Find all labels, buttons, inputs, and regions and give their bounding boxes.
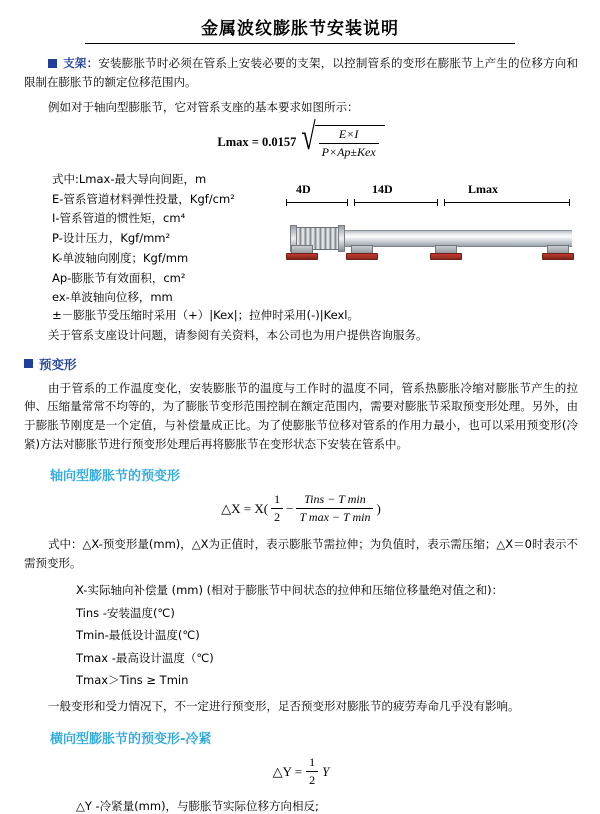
dimension-line-14d (354, 202, 438, 203)
axial-formula-lhs: △X = X( (221, 500, 269, 516)
guide-support-1 (346, 245, 376, 259)
dimension-line-lmax (444, 202, 570, 203)
lmax-denominator: P×Ap±Kex (321, 144, 376, 159)
square-bullet-icon (48, 59, 57, 68)
half-denominator: 2 (274, 510, 281, 525)
subsection-axial-heading: 轴向型膨胀节的预变形 (50, 469, 181, 485)
page-title: 金属波纹膨胀节安装说明 (201, 19, 399, 39)
axial-formula-minus: − (286, 500, 294, 516)
section-bracket-paragraph (24, 54, 578, 91)
definition-item-last-wrap (24, 306, 578, 326)
figure-dimension-rules (280, 198, 580, 208)
list-item: Tmin-最低设计温度(℃) (76, 628, 200, 643)
anchor-support-1 (286, 245, 316, 259)
lateral-formula-rhs: Y (322, 763, 330, 779)
section-bracket-text: 安装膨胀节时必须在管系上安装必要的支架，以控制管系的变形在膨胀节上产生的位移方向和限制在膨胀节的额定位移范围内。 (24, 56, 579, 89)
definition-item: Ap-膨胀节有效面积，cm² (52, 270, 186, 285)
definition-item: E-管系管道材料弹性投量，Kgf/cm² (52, 191, 235, 206)
pipe-figure (280, 170, 580, 274)
axial-variable-list (24, 579, 578, 691)
sqrt-group (301, 115, 384, 160)
support-base (286, 253, 318, 260)
dimension-line-4d (286, 202, 348, 203)
axial-predeform-formula (24, 492, 578, 525)
figure-label-14d: 14D (372, 181, 393, 196)
half-numerator: 1 (306, 755, 318, 772)
definition-item: K-单波轴向刚度；Kgf/mm (52, 250, 189, 265)
guide-support-2 (430, 245, 460, 259)
lateral-predeform-formula (24, 755, 578, 788)
title-divider (85, 43, 515, 44)
axial-formula-temp-fraction (296, 492, 373, 525)
section-predeform-heading-row (24, 355, 578, 373)
flange-right (338, 225, 345, 252)
half-denominator: 2 (309, 773, 316, 788)
axial-formula-rhs: ) (376, 500, 381, 516)
document-page (0, 14, 600, 814)
axial-formula-half (271, 492, 283, 525)
support-base (542, 253, 574, 260)
list-item: Tmax＞Tins ≥ Tmin (76, 673, 189, 688)
lateral-formula-half (306, 755, 318, 788)
bracket-example-text: 例如对于轴向型膨胀节，它对管系支座的基本要求如图所示： (48, 100, 359, 115)
document-body (0, 54, 600, 814)
temp-denominator: T max − T min (299, 510, 371, 525)
support-base (346, 253, 378, 260)
axial-note: 式中：△X-预变形量(mm)，△X为正值时，表示膨胀节需拉伸；为负值时，表示需压缩；△X＝0时表示不需预变形。 (24, 537, 578, 570)
definitions-list (24, 170, 274, 308)
definition-item: 式中:Lmax-最大导向间距，m (52, 171, 207, 186)
definition-item: P-设计压力，Kgf/mm² (52, 231, 171, 246)
lateral-formula-lhs: △Y = (272, 763, 303, 779)
section-predeform-heading: 预变形 (39, 356, 77, 372)
half-numerator: 1 (271, 492, 283, 509)
lmax-formula (24, 115, 578, 160)
figure-dimension-labels (280, 182, 580, 198)
subsection-lateral-heading: 横向型膨胀节的预变形-冷紧 (50, 732, 212, 748)
support-base (430, 253, 462, 260)
definitions-and-figure (24, 170, 578, 308)
lmax-formula-lhs: Lmax = 0.0157 (217, 134, 297, 149)
list-item: Tmax -最高设计温度（℃) (76, 650, 214, 665)
lmax-numerator: E×I (319, 127, 379, 144)
square-bullet-icon (24, 359, 33, 368)
lateral-note: △Y -冷紧量(mm)，与膨胀节实际位移方向相反; (76, 799, 319, 814)
pipe-assembly-drawing (280, 208, 580, 274)
anchor-support-2 (542, 245, 572, 259)
list-item: Tins -安装温度(℃) (76, 605, 175, 620)
definition-item: I-管系管道的惯性矩，cm⁴ (52, 211, 186, 226)
predeform-paragraph: 由于管系的工作温度变化，安装膨胀节的温度与工作时的温度不同，管系热膨胀冷缩对膨胀节产生的拉伸、压缩量常常不均等的，为了膨胀节变形范围控制在额定范围内，需要对膨胀节采取预变形处理。另外，由于膨胀节刚度是一个定值，与补偿量成正比。为了使膨胀节位移对管系的作用力最小，也可以采用预变形(冷紧)方法对膨胀节进行预变形处理后再将膨胀节在变形状态下安装在管系中。 (24, 380, 578, 451)
radical-icon: √ (301, 115, 316, 158)
figure-label-lmax: Lmax (468, 181, 498, 196)
section-bracket-heading: 支架： (63, 56, 99, 70)
definition-item: ±－膨胀节受压缩时采用（+）|Kex|；拉伸时采用(-)|Kexl。 (52, 308, 360, 323)
list-item: X-实际轴向补偿量 (mm) (相对于膨胀节中间状态的拉伸和压缩位移量绝对值之和)： (76, 583, 504, 598)
temp-numerator: Tins − T min (296, 492, 373, 509)
axial-closing: 一般变形和受力情况下，不一定进行预变形，足否预变形对膨胀节的疲劳寿命几乎没有影响。 (48, 699, 520, 714)
definition-item: ex-单波轴向位移，mm (52, 290, 173, 305)
figure-label-4d: 4D (296, 181, 311, 196)
bracket-closing-text: 关于管系支座设计问题，请参阅有关资料，本公司也为用户提供咨询服务。 (48, 328, 428, 342)
